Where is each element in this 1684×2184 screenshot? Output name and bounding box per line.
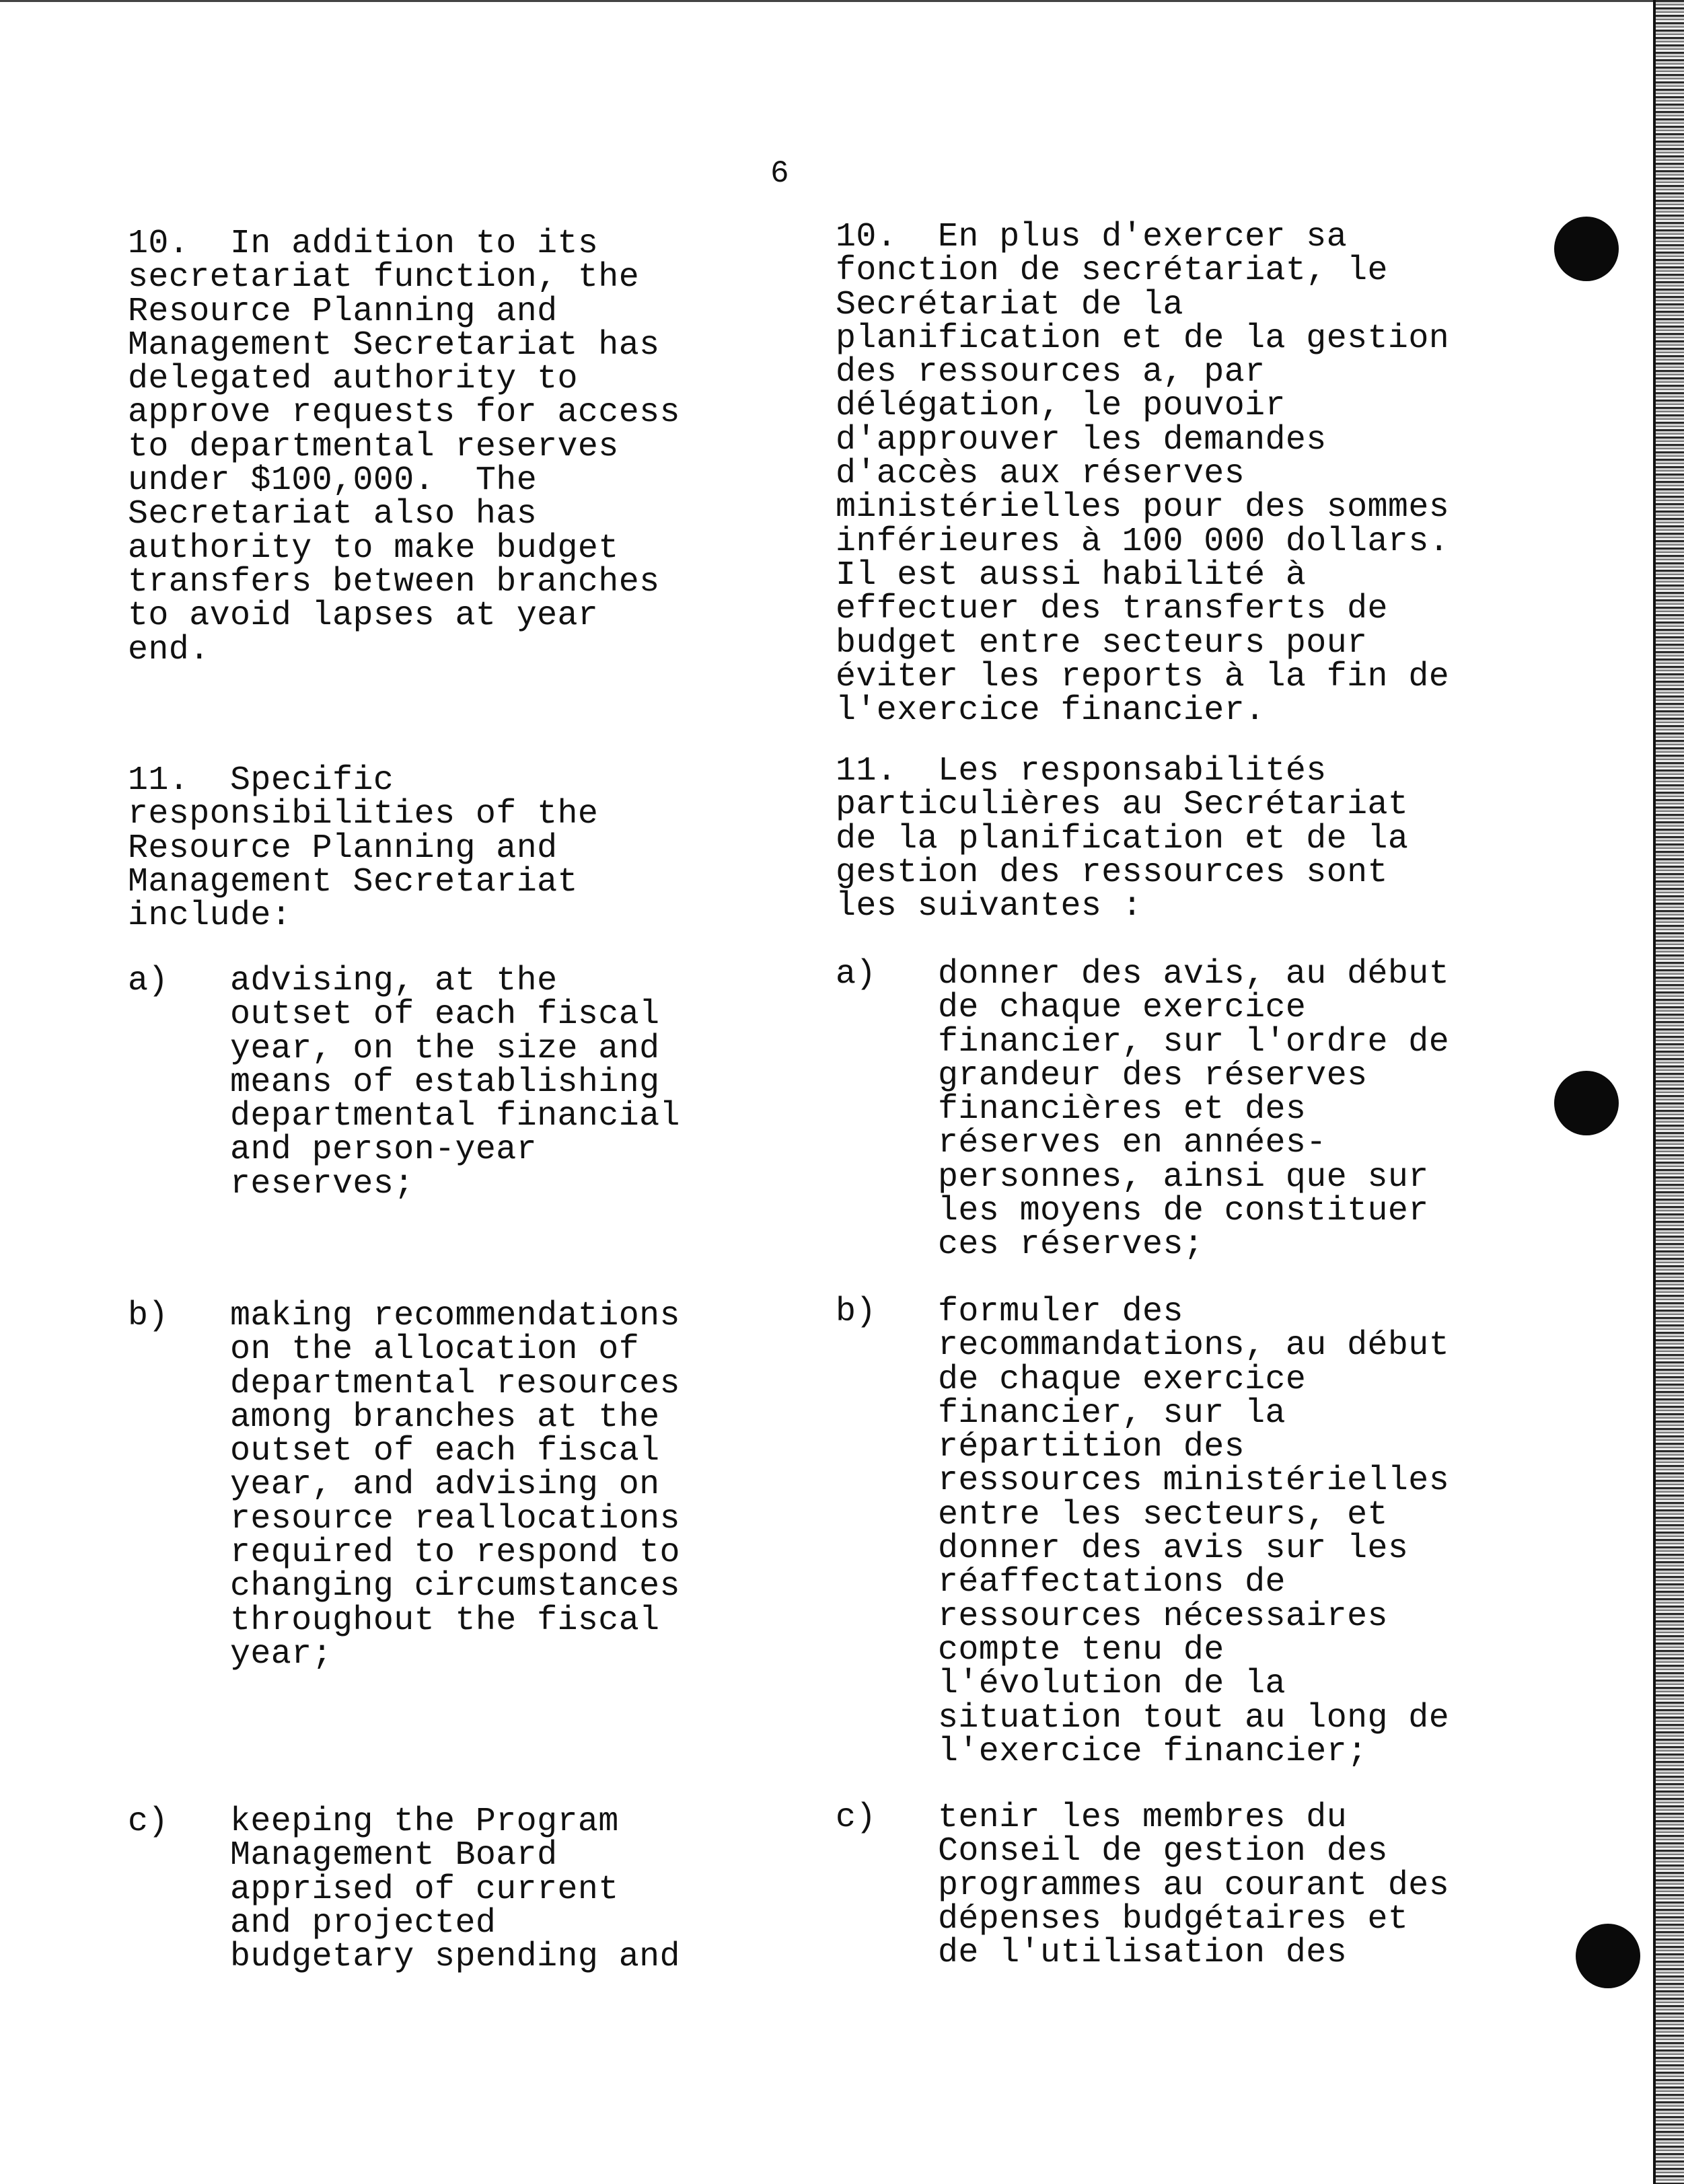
page-number: 6 [770, 156, 789, 191]
punch-hole-bottom [1576, 1924, 1640, 1988]
french-item-a-letter: a) [836, 955, 877, 993]
english-paragraph-10: 10. In addition to its secretariat function, the Resource Planning and Management Secretariat has delegated authority to approve requests for access to departmental reserves under $100,000. The Secretariat also has authority to make budget transfers between branches to avoid lapses at year end. [128, 225, 680, 669]
english-paragraph-11: 11. Specific responsibilities of the Resource Planning and Management Secretariat include: [128, 761, 599, 936]
french-paragraph-11: 11. Les responsabilités particulières au Secrétariat de la planification et de la gestion des ressources sont les suivantes : [836, 752, 1409, 926]
scan-right-edge-noise [1656, 0, 1684, 2184]
french-paragraph-10: 10. En plus d'exercer sa fonction de secrétariat, le Secrétariat de la planification et de la gestion des ressources a, par délégation, le pouvoir d'approuver les demandes d'accès aux réserves ministérielles pour des sommes inférieures à 100 000 dollars. Il est aussi habilité à effectuer des transferts de budget entre secteurs pour éviter les reports à la fin de l'exercice financier. [836, 218, 1450, 730]
french-item-a-text: donner des avis, au début de chaque exercice financier, sur l'ordre de grandeur des réserves financières et des réserves en années- personnes, ainsi que sur les moyens de constituer ces réserves; [938, 955, 1450, 1265]
scan-top-edge [0, 0, 1655, 2]
punch-hole-top [1554, 217, 1619, 281]
french-item-b-text: formuler des recommandations, au début de chaque exercice financier, sur la répartition des ressources ministérielles entre les secteurs, et donner des avis sur les réaffectations de ressources nécessaires compte tenu de l'évolution de la situation tout au long de l'exercice financier; [938, 1293, 1450, 1771]
english-item-a-text: advising, at the outset of each fiscal year, on the size and means of establishing departmental financial and person-year reserves; [230, 962, 680, 1203]
english-item-c-text: keeping the Program Management Board apprised of current and projected budgetary spending and [230, 1803, 680, 1977]
english-item-a-letter: a) [128, 962, 169, 1000]
french-item-c-text: tenir les membres du Conseil de gestion des programmes au courant des dépenses budgétaires et de l'utilisation des [938, 1799, 1450, 1973]
english-item-b-letter: b) [128, 1297, 169, 1335]
english-item-b-text: making recommendations on the allocation of departmental resources among branches at the outset of each fiscal year, and advising on resource reallocations required to respond to changing circumstances throughout the fiscal year; [230, 1297, 680, 1673]
french-item-b-letter: b) [836, 1293, 877, 1331]
french-item-c-letter: c) [836, 1799, 877, 1837]
punch-hole-middle [1554, 1071, 1619, 1135]
english-item-c-letter: c) [128, 1803, 169, 1841]
